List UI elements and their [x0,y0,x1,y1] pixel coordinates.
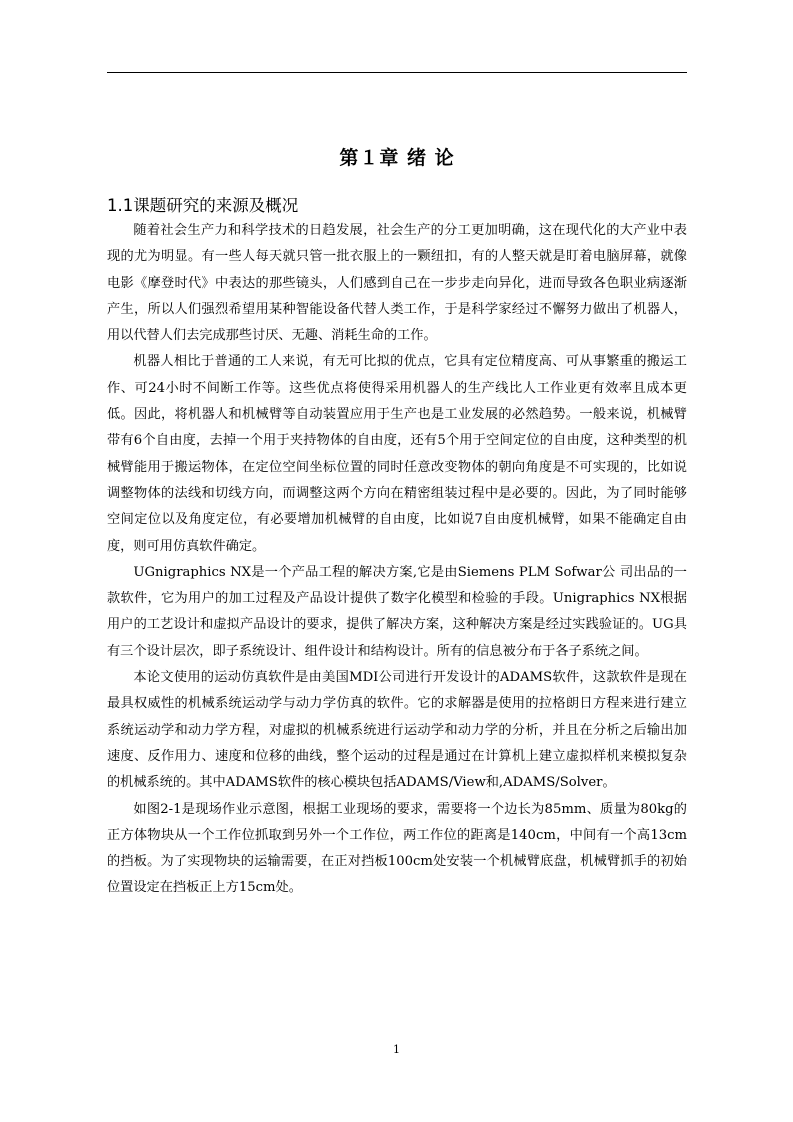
page-number: 1 [393,1043,400,1056]
section-heading: 1.1课题研究的来源及概况 [107,196,299,215]
paragraph: 机器人相比于普通的工人来说，有无可比拟的优点，它具有定位精度高、可从事繁重的搬运工作、可24小时不间断工作等。这些优点将使得采用机器人的生产线比人工作业更有效率且成本更低。因此，将机器人和机械臂等自动装置应用于生产也是工业发展的必然趋势。一般来说，机械臂带有6个自由度，去掉一个用于夹持物体的自由度，还有5个用于空间定位的自由度，这种类型的机械臂能用于搬运物体，在定位空间坐标位置的同时任意改变物体的朝向角度是不可实现的，比如说调整物体的法线和切线方向，而调整这两个方向在精密组装过程中是必要的。因此，为了同时能够空间定位以及角度定位，有必要增加机械臂的自由度，比如说7自由度机械臂，如果不能确定自由度，则可用仿真软件确定。 [107,354,687,554]
paragraph: 随着社会生产力和科学技术的日趋发展，社会生产的分工更加明确，这在现代化的大产业中表现的尤为明显。有一些人每天就只管一批衣服上的一颗纽扣，有的人整天就是盯着电脑屏幕，就像电影《摩登时代》中表达的那些镜头，人们感到自己在一步步走向异化，进而导致各色职业病逐渐产生，所以人们强烈希望用某种智能设备代替人类工作，于是科学家经过不懈努力做出了机器人，用以代替人们去完成那些讨厌、无趣、消耗生命的工作。 [107,223,687,344]
paragraph: UGnigraphics NX是一个产品工程的解决方案,它是由Siemens PLM Sofwar公 司出品的一款软件，它为用户的加工过程及产品设计提供了数字化模型和检验的手段。Unigraphics NX根据用户的工艺设计和虚拟产品设计的要求，提供了解决方案，这种解决方案是经过实践验证的。UG具有三个设计层次，即子系统设计、组件设计和结构设计。所有的信息被分布于各子系统之间。 [107,564,687,659]
paragraph: 如图2-1是现场作业示意图，根据工业现场的要求，需要将一个边长为85mm、质量为80kg的正方体物块从一个工作位抓取到另外一个工作位，两工作位的距离是140cm，中间有一个高13cm的挡板。为了实现物块的运输需要，在正对挡板100cm处安装一个机械臂底盘，机械臂抓手的初始位置设定在挡板正上方15cm处。 [107,801,687,896]
header-rule [107,72,687,73]
paragraph: 本论文使用的运动仿真软件是由美国MDI公司进行开发设计的ADAMS软件，这款软件是现在最具权威性的机械系统运动学与动力学仿真的软件。它的求解器是使用的拉格朗日方程来进行建立系统运动学和动力学方程，对虚拟的机械系统进行运动学和动力学的分析，并且在分析之后输出加速度、反作用力、速度和位移的曲线，整个运动的过程是通过在计算机上建立虚拟样机来模拟复杂的机械系统的。其中ADAMS软件的核心模块包括ADAMS/View和,ADAMS/Solver。 [107,670,687,791]
chapter-title: 第１章 绪 论 [339,147,455,169]
body-text [107,218,687,902]
